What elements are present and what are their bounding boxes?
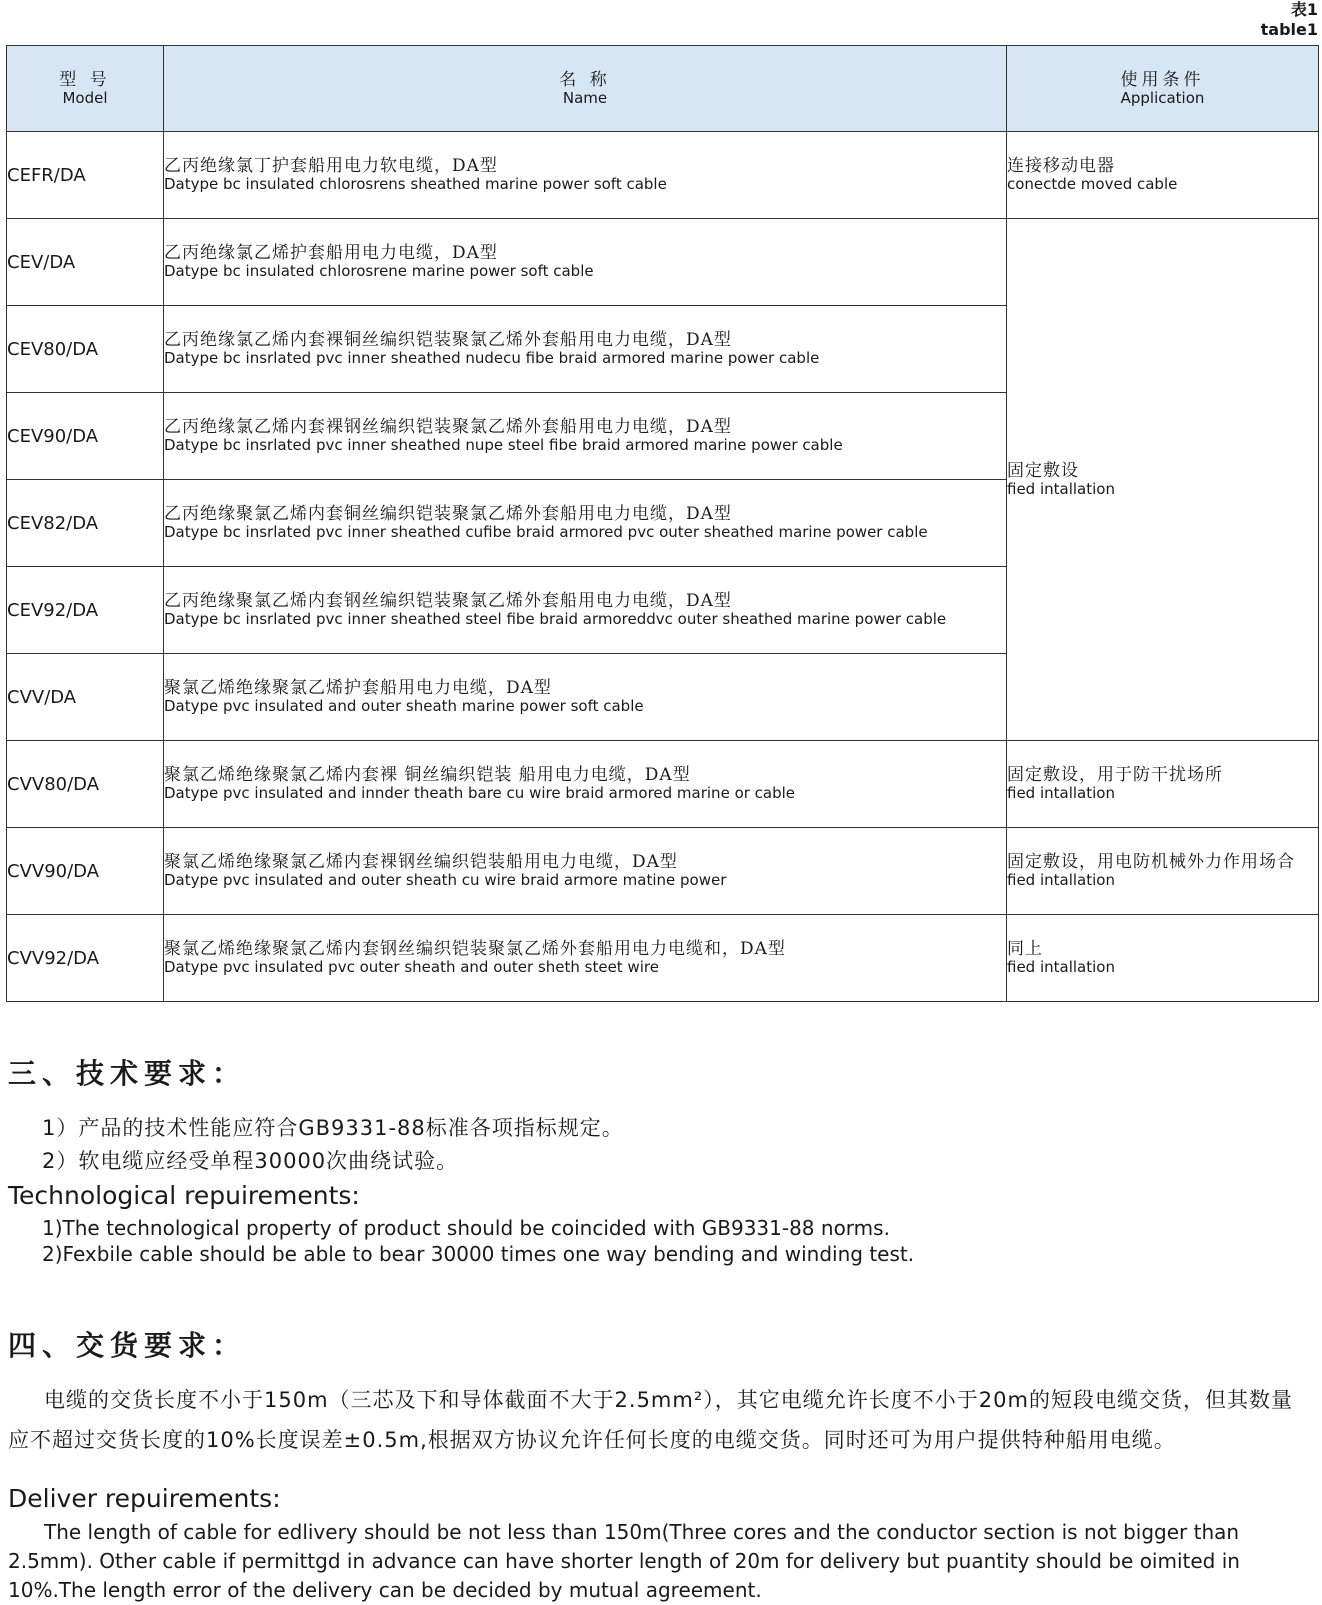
name-zh: 聚氯乙烯绝缘聚氯乙烯护套船用电力电缆，DA型 bbox=[164, 678, 552, 698]
name-zh: 乙丙绝缘聚氯乙烯内套钢丝编织铠装聚氯乙烯外套船用电力电缆，DA型 bbox=[164, 591, 732, 611]
model-cell: CEV90/DA bbox=[7, 393, 164, 480]
table-label bbox=[1261, 0, 1318, 40]
model-cell: CEV80/DA bbox=[7, 306, 164, 393]
name-cell bbox=[164, 741, 1007, 828]
model-cell: CEV82/DA bbox=[7, 480, 164, 567]
name-en: Datype pvc insulated and outer sheath cu wire braid armore matine power bbox=[164, 871, 727, 889]
name-en: Datype bc insulated chlorosrene marine power soft cable bbox=[164, 262, 594, 280]
name-cell bbox=[164, 567, 1007, 654]
name-en: Datype bc insrlated pvc inner sheathed cufibe braid armored pvc outer sheathed marine power cable bbox=[164, 523, 928, 541]
application-zh: 固定敷设，用电防机械外力作用场合 bbox=[1007, 852, 1295, 872]
application-en: fied intallation bbox=[1007, 784, 1115, 802]
tech-item-en: 2)Fexbile cable should be able to bear 30000 times one way bending and winding test. bbox=[42, 1242, 915, 1266]
model-cell: CVV80/DA bbox=[7, 741, 164, 828]
model-cell: CVV/DA bbox=[7, 654, 164, 741]
name-zh: 聚氯乙烯绝缘聚氯乙烯内套裸 铜丝编织铠装 船用电力电缆，DA型 bbox=[164, 765, 691, 785]
header-model-en: Model bbox=[62, 89, 108, 107]
tech-item-en: 1)The technological property of product should be coincided with GB9331-88 norms. bbox=[42, 1216, 890, 1240]
model-cell: CVV90/DA bbox=[7, 828, 164, 915]
name-en: Datype pvc insulated pvc outer sheath and outer sheth steet wire bbox=[164, 958, 659, 976]
name-zh: 乙丙绝缘氯乙烯内套裸铜丝编织铠装聚氯乙烯外套船用电力电缆，DA型 bbox=[164, 330, 732, 350]
table-row bbox=[7, 915, 1319, 1002]
name-cell bbox=[164, 219, 1007, 306]
application-zh: 连接移动电器 bbox=[1007, 156, 1115, 176]
application-cell bbox=[1007, 132, 1319, 219]
name-en: Datype bc insrlated pvc inner sheathed nupe steel fibe braid armored marine power cable bbox=[164, 436, 843, 454]
name-zh: 乙丙绝缘氯丁护套船用电力软电缆，DA型 bbox=[164, 156, 498, 176]
tech-section-title: 三、技术要求： bbox=[8, 1057, 247, 1090]
application-en: fied intallation bbox=[1007, 871, 1115, 889]
delivery-section-title: 四、交货要求： bbox=[8, 1329, 247, 1362]
name-en: Datype pvc insulated and innder theath bare cu wire braid armored marine or cable bbox=[164, 784, 796, 802]
name-zh: 聚氯乙烯绝缘聚氯乙烯内套钢丝编织铠装聚氯乙烯外套船用电力电缆和，DA型 bbox=[164, 939, 786, 959]
header-model-zh: 型 号 bbox=[59, 70, 111, 90]
tech-item-zh: 2）软电缆应经受单程30000次曲绕试验。 bbox=[42, 1149, 459, 1173]
header-application bbox=[1007, 46, 1319, 132]
application-zh: 固定敷设 bbox=[1007, 460, 1079, 481]
table-row bbox=[7, 132, 1319, 219]
name-zh: 乙丙绝缘聚氯乙烯内套铜丝编织铠装聚氯乙烯外套船用电力电缆，DA型 bbox=[164, 504, 732, 524]
model-cell: CEV92/DA bbox=[7, 567, 164, 654]
name-cell bbox=[164, 393, 1007, 480]
header-application-zh: 使用条件 bbox=[1120, 70, 1205, 90]
table-row bbox=[7, 828, 1319, 915]
application-zh: 同上 bbox=[1007, 939, 1043, 959]
tech-section-title-en: Technological repuirements: bbox=[8, 1181, 360, 1210]
application-cell bbox=[1007, 219, 1319, 741]
header-model bbox=[7, 46, 164, 132]
delivery-paragraph-zh: 电缆的交货长度不小于150m（三芯及下和导体截面不大于2.5mm²），其它电缆允许长度不小于20m的短段电缆交货，但其数量应不超过交货长度的10%长度误差±0.5m,根据双方协议允许任何长度的电缆交货。同时还可为用户提供特种船用电缆。 bbox=[8, 1388, 1293, 1452]
name-cell bbox=[164, 132, 1007, 219]
name-zh: 聚氯乙烯绝缘聚氯乙烯内套裸钢丝编织铠装船用电力电缆，DA型 bbox=[164, 852, 678, 872]
name-zh: 乙丙绝缘氯乙烯内套裸钢丝编织铠装聚氯乙烯外套船用电力电缆，DA型 bbox=[164, 417, 732, 437]
model-cell: CEV/DA bbox=[7, 219, 164, 306]
tech-item-zh: 1）产品的技术性能应符合GB9331-88标准各项指标规定。 bbox=[42, 1116, 624, 1140]
model-cell: CEFR/DA bbox=[7, 132, 164, 219]
model-cell: CVV92/DA bbox=[7, 915, 164, 1002]
table-row bbox=[7, 219, 1319, 306]
application-cell bbox=[1007, 828, 1319, 915]
name-cell bbox=[164, 654, 1007, 741]
name-en: Datype bc insulated chlorosrens sheathed marine power soft cable bbox=[164, 175, 667, 193]
name-en: Datype pvc insulated and outer sheath marine power soft cable bbox=[164, 697, 644, 715]
table-header-row bbox=[7, 46, 1319, 132]
name-zh: 乙丙绝缘氯乙烯护套船用电力电缆，DA型 bbox=[164, 243, 498, 263]
table-label-en: table1 bbox=[1260, 20, 1318, 39]
table-label-zh: 表1 bbox=[1290, 0, 1318, 19]
name-en: Datype bc insrlated pvc inner sheathed steel fibe braid armoreddvc outer sheathed marine power cable bbox=[164, 610, 947, 628]
header-name-en: Name bbox=[562, 89, 608, 107]
header-name-zh: 名 称 bbox=[559, 70, 611, 90]
name-cell bbox=[164, 915, 1007, 1002]
delivery-section-title-en: Deliver repuirements: bbox=[8, 1484, 281, 1513]
table-row bbox=[7, 741, 1319, 828]
application-zh: 固定敷设，用于防干扰场所 bbox=[1007, 765, 1223, 785]
name-en: Datype bc insrlated pvc inner sheathed nudecu fibe braid armored marine power cable bbox=[164, 349, 820, 367]
header-name bbox=[164, 46, 1007, 132]
cable-spec-table bbox=[6, 45, 1319, 1002]
application-en: conectde moved cable bbox=[1007, 175, 1178, 193]
name-cell bbox=[164, 306, 1007, 393]
header-application-en: Application bbox=[1120, 89, 1205, 107]
name-cell bbox=[164, 828, 1007, 915]
delivery-paragraph-en: The length of cable for edlivery should be not less than 150m(Three cores and the conductor section is not bigger than 2.5mm). Other cable if permittgd in advance can have shorter length of 20m for delivery but puantity should be oimited in 10%.The length error of the delivery can be decided by mutual agreement. bbox=[8, 1520, 1240, 1602]
application-cell bbox=[1007, 915, 1319, 1002]
name-cell bbox=[164, 480, 1007, 567]
application-en: fied intallation bbox=[1007, 958, 1115, 976]
application-cell bbox=[1007, 741, 1319, 828]
application-en: fied intallation bbox=[1007, 479, 1115, 498]
